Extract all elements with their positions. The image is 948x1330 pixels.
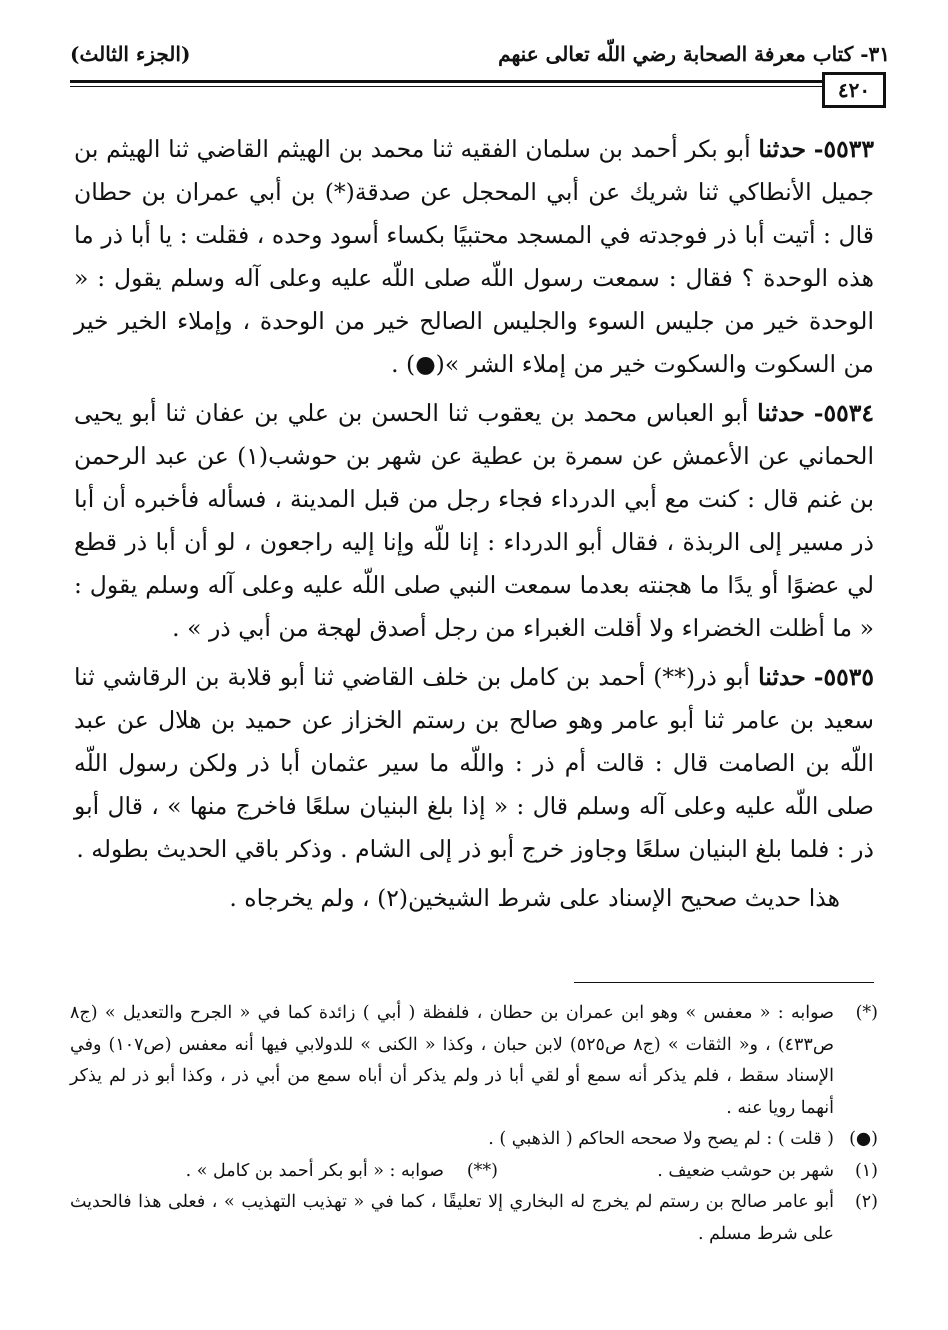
hadith-lead: حدثنا: [758, 135, 807, 163]
hadith-lead: حدثنا: [757, 399, 805, 427]
footnote-mark: (*): [855, 1003, 878, 1023]
hadith-text: أبو ذر(**) أحمد بن كامل بن خلف القاضي ثنا أبو قلابة بن الرقاشي ثنا سعيد بن عامر ثنا أبو عامر وهو صالح بن رستم الخزاز عن حميد بن هلال عن عبد اللّه بن الصامت قال : قالت أم ذر : واللّه ما سير عثمان أبا ذر ولكن رسول اللّه صلى اللّه عليه وعلى آله وسلم قال : « إذا بلغ البنيان سلعًا فاخرج منها » ، قال أبو ذر : فلما بلغ البنيان سلعًا وجاوز خرج أبو ذر إلى الشام . وذكر باقي الحديث بطوله .: [74, 663, 874, 863]
authenticity-note: هذا حديث صحيح الإسناد على شرط الشيخين(٢) ، ولم يخرجاه .: [229, 884, 840, 912]
hadith-number: ٥٥٣٣-: [813, 135, 874, 163]
footnote-text: شهر بن حوشب ضعيف .: [657, 1160, 834, 1181]
footnote-one: [498, 1156, 878, 1188]
footnote-text: أبو عامر صالح بن رستم لم يخرج له البخاري إلا تعليقًا ، كما في « تهذيب التهذيب » ، فعلى هذا فالحديث على شرط مسلم .: [70, 1192, 834, 1244]
header-rule-thick: [70, 80, 878, 83]
footnote-two: [70, 1187, 878, 1250]
hadith-text: أبو بكر أحمد بن سلمان الفقيه ثنا محمد بن الهيثم القاضي ثنا الهيثم بن جميل الأنطاكي ثنا شريك عن أبي المحجل عن صدقة(*) بن أبي عمران بن حطان قال : أتيت أبا ذر فوجدته في المسجد محتبيًا بكساء أسود وحده ، فقلت : يا أبا ذر ما هذه الوحدة ؟ فقال : سمعت رسول اللّه صلى اللّه عليه وعلى آله وسلم يقول : « الوحدة خير من جليس السوء والجليس الصالح خير من الوحدة ، وإملاء الخير خير من السكوت والسكوت خير من إملاء الشر »(●) .: [74, 135, 874, 378]
hadith-5534: [74, 392, 874, 650]
main-text: [74, 128, 874, 926]
footnote-mark: (**): [466, 1160, 498, 1181]
footnote-double-star: [186, 1156, 498, 1188]
footnote-mark: (٢): [854, 1192, 878, 1212]
hadith-number: ٥٥٣٥-: [813, 663, 874, 691]
footnote-text: صوابه : « أبو بكر أحمد بن كامل » .: [185, 1160, 444, 1181]
hadith-5533: [74, 128, 874, 386]
page-number: ٤٢٠: [822, 72, 886, 108]
page-header: [70, 42, 890, 76]
hadith-5535: [74, 656, 874, 871]
hadith-lead: حدثنا: [758, 663, 806, 691]
chapter-title: ٣١- كتاب معرفة الصحابة رضي اللّه تعالى عنهم: [498, 42, 890, 66]
footnotes: [70, 998, 878, 1250]
footnote-separator: [574, 982, 874, 983]
footnote-star: [70, 998, 878, 1124]
footnote-mark: (●): [849, 1129, 878, 1149]
volume-label: (الجزء الثالث): [70, 42, 191, 66]
footnote-mark: (١): [854, 1160, 878, 1181]
footnote-text: ( قلت ) : لم يصح ولا صححه الحاكم ( الذهبي ) .: [488, 1129, 834, 1149]
hadith-text: أبو العباس محمد بن يعقوب ثنا الحسن بن علي بن عفان ثنا أبو يحيى الحماني عن الأعمش عن سمرة بن عطية عن شهر بن حوشب(١) عن عبد الرحمن بن غنم قال : كنت مع أبي الدرداء فجاء رجل من قبل المدينة ، فسأله فأخبره أن أبا ذر مسير إلى الربذة ، فقال أبو الدرداء : إنا للّه وإنا إليه راجعون ، لو أن أبا ذر قطع لي عضوًا أو يدًا ما هجنته بعدما سمعت النبي صلى اللّه عليه وعلى آله وسلم يقول : « ما أظلت الخضراء ولا أقلت الغبراء من رجل أصدق لهجة من أبي ذر » .: [74, 399, 874, 642]
footnote-dot: [70, 1124, 878, 1156]
footnote-text: صوابه : « معفس » وهو ابن عمران بن حطان ، فلفظة ( أبي ) زائدة كما في « الجرح والتعديل » (ج٨ ص٤٣٣) ، و« الثقات » (ج٨ ص٥٢٥) لابن حبان ، وكذا « الكنى » للدولابي فيها أنه معفس (ص١٠٧) وفي الإسناد سقط ، فلم يذكر أنه سمع أو لقي أبا ذر ولم يذكر أن أباه سمع من أبي ذر ، وكذا أبو ذر لم يذكر أنهما رويا عنه .: [70, 1003, 834, 1118]
header-rule-thin: [70, 86, 878, 87]
footnote-row: [70, 1156, 878, 1188]
hadith-number: ٥٥٣٤-: [813, 399, 874, 427]
